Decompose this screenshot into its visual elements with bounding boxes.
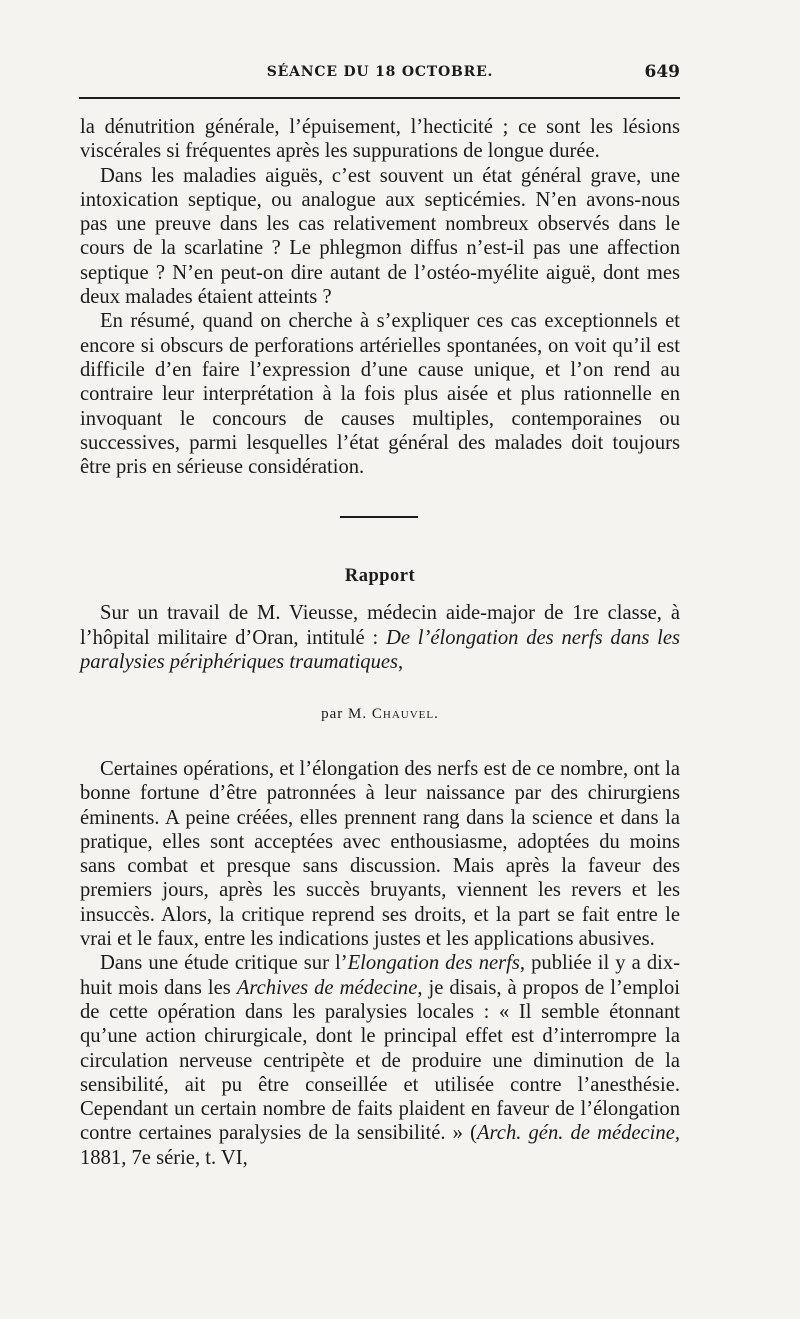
continuation-text xyxy=(80,115,680,479)
paragraph: En résumé, quand on cherche à s’expliquer ces cas exceptionnels et encore si obscurs de perforations artérielles spontanées, on voit qu’il est difficile d’en faire l’expression d’une cause unique, et l’on rend au contraire leur interprétation à la fois plus aisée et plus rationnelle en invoquant le concours de causes multiples, contemporaines ou successives, parmi lesquelles l’état général des malades doit toujours être pris en sérieuse considération. xyxy=(80,310,680,479)
author-prefix: par M. xyxy=(321,706,372,722)
italic-run: Arch. gén. de médecine, xyxy=(476,1122,680,1145)
author-line xyxy=(80,706,680,723)
page-number: 649 xyxy=(644,62,680,82)
paragraph: la dénutrition générale, l’épuisement, l’hecticité ; ce sont les lésions viscérales si fréquentes après les suppurations de longue durée. xyxy=(80,116,680,163)
author-name: Chauvel. xyxy=(371,706,439,722)
report-title xyxy=(80,601,680,675)
paragraph xyxy=(80,951,680,1170)
paragraph: Dans les maladies aiguës, c’est souvent un état général grave, une intoxication septique, ou analogue aux septicémies. N’en avons-nous pas une preuve dans les cas relativement nombreux observés dans le cours de la scarlatine ? Le phlegmon diffus n’est-il pas une affection septique ? N’en peut-on dire autant de l’ostéo-myélite aiguë, dont mes deux malades étaient atteints ? xyxy=(80,164,680,309)
report-title-end: , xyxy=(398,651,404,674)
italic-run: Elongation des nerfs xyxy=(347,952,520,975)
header-rule xyxy=(79,97,680,99)
running-title: SÉANCE DU 18 OCTOBRE. xyxy=(266,64,494,80)
italic-run: Archives de médecine xyxy=(236,976,418,999)
report-body xyxy=(80,757,680,1170)
report-title-italic: De l’élongation des nerfs dans les paralysies périphériques traumatiques xyxy=(80,626,680,674)
text-run: Dans une étude critique sur l’ xyxy=(100,952,348,975)
running-head xyxy=(80,64,680,86)
report-intro: Sur un travail de M. Vieusse, médecin aide-major de 1re classe, à l’hôpital militaire d’Oran, intitulé : xyxy=(80,602,680,649)
paragraph: Certaines opérations, et l’élongation des nerfs est de ce nombre, ont la bonne fortune d’être patronnées à leur naissance par des chirurgiens éminents. A peine créées, elles prennent rang dans la science et dans la pratique, elles sont acceptées avec enthousiasme, adoptées du moins sans combat et presque sans discussion. Mais après la faveur des premiers jours, après les succès bruyants, viennent les revers et les insuccès. Alors, la critique reprend ses droits, et la part se fait entre le vrai et le faux, entre les indications justes et les applications abusives. xyxy=(80,758,680,951)
text-run: , je disais, à propos de l’emploi de cette opération dans les paralysies locales : « Il semble étonnant qu’une action chirurgicale, dont le principal effet est d’interrompre la circulation nerveuse centripète et de produire une diminution de la sensibilité, ait pu être conseillée et utilisée contre l’anesthésie. Cependant un certain nombre de faits plaident en faveur de l’élongation contre certaines paralysies de la sensibilité. » ( xyxy=(80,976,680,1145)
text-run: , publiée il y a dix-huit mois dans les xyxy=(80,952,681,999)
text-run: 1881, 7e série, t. VI, xyxy=(80,1146,248,1169)
section-heading: Rapport xyxy=(344,566,416,586)
section-divider xyxy=(340,516,418,518)
